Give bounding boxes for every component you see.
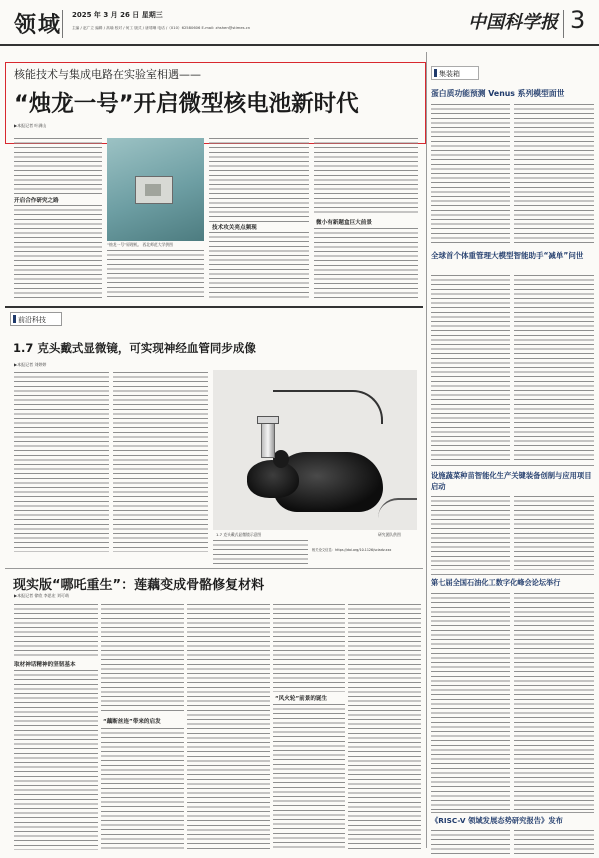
page-number: 3 — [570, 6, 586, 34]
lotus-column-2-text — [101, 728, 184, 850]
frontier-byline: ▶本报记者 刘婷婷 — [14, 362, 47, 367]
right-column-label — [431, 66, 479, 80]
lead-column-1-text — [14, 138, 102, 194]
lotus-column-3-text — [187, 604, 270, 850]
lead-column-4-text — [314, 138, 418, 216]
lead-column-1-text — [14, 205, 102, 298]
frontier-column-2-text — [113, 372, 208, 552]
lead-kicker: 核能技术与集成电路在实验室相遇—— — [14, 68, 201, 81]
section-name: 领域 — [14, 12, 63, 38]
lead-subhead: 开启合作研究之路 — [14, 198, 59, 204]
paper-info: 相关论文信息：https://doi.org/10.1126/sciadv.xxx — [312, 548, 392, 552]
story4-text — [431, 593, 510, 813]
section-label-box — [10, 312, 62, 326]
divider-vertical — [62, 10, 63, 38]
lead-column-3-text — [209, 232, 309, 298]
story-divider — [431, 465, 594, 466]
frontier-column-1-text — [14, 372, 109, 552]
masthead-logo: 中国科学报 — [468, 12, 558, 33]
story-divider — [431, 574, 594, 575]
column-divider — [426, 52, 427, 848]
lead-column-3-text — [209, 138, 309, 222]
divider-vertical — [563, 10, 564, 38]
microscope-mouse-image — [213, 370, 417, 530]
story5-text — [431, 830, 510, 854]
mouse-head — [247, 460, 299, 498]
story2-title: 全球首个体重管理大模型智能助手“减单”问世 — [431, 251, 584, 260]
cable — [273, 390, 383, 424]
lotus-subhead-2: “藕断丝连”带来的启发 — [103, 719, 161, 725]
story4-title: 第七届全国石油化工数字化峰会论坛举行 — [431, 578, 561, 587]
lotus-column-1-text — [14, 604, 98, 658]
lotus-column-1-text — [14, 670, 98, 850]
section-label: 前沿科技 — [18, 316, 46, 324]
frontier-column-3-text — [213, 540, 308, 564]
image-caption-left: 1.7 克头戴式显微镜示意图 — [216, 532, 262, 537]
staff-line: 主编 / 赵广立 编辑 / 高瑜 校对 / 何工 版式 / 唐靖琳 电话 /（010）62580606 E-mail: zhshen@stimes.cn — [72, 26, 251, 30]
lotus-column-2-text — [101, 604, 184, 714]
lead-column-2-text — [107, 250, 204, 298]
story5-text — [514, 830, 594, 854]
section-divider — [5, 306, 423, 308]
lead-subhead-2: 技术攻关亮点频现 — [212, 225, 257, 231]
story3-text — [431, 496, 510, 570]
lotus-column-4-text — [273, 704, 345, 850]
story4-text — [514, 593, 594, 813]
lead-photo — [107, 138, 204, 241]
header-rule — [0, 44, 599, 46]
label-marker — [434, 69, 437, 77]
story2-text — [514, 275, 594, 460]
story1-title: 蛋白质功能预测 Venus 系列模型面世 — [431, 89, 565, 98]
page-header — [0, 0, 599, 46]
lead-title: “烛龙一号”开启微型核电池新时代 — [14, 91, 359, 117]
device-chip — [145, 184, 161, 196]
lead-byline: ▶本报记者 叶满山 — [14, 123, 47, 128]
image-caption-right: 研究团队供图 — [378, 532, 401, 537]
lotus-subhead-3: “风火轮”前景的诞生 — [275, 696, 328, 702]
lead-column-4-text — [314, 228, 418, 298]
section-divider — [5, 568, 423, 569]
frontier-title: 1.7 克头戴式显微镜，可实现神经血管同步成像 — [13, 341, 256, 355]
lead-subhead-3: 微小有新题盒巨大前景 — [316, 220, 372, 226]
microscope-device — [261, 422, 275, 458]
lotus-byline: ▶本报记者 徐欣 李思宏 刘可萌 — [14, 593, 69, 598]
lotus-title: 现实版“哪吒重生”：莲藕变成骨骼修复材料 — [13, 578, 265, 593]
story3-title: 设施蔬菜种苗智能化生产关键装备创制与应用项目启动 — [431, 471, 592, 491]
lead-photo-caption: “烛龙一号”原理机。 西北师范大学供图 — [107, 242, 173, 247]
story2-text — [431, 275, 510, 460]
label-marker — [13, 315, 16, 323]
story1-text — [431, 104, 510, 244]
issue-date: 2025 年 3 月 26 日 星期三 — [72, 11, 163, 19]
story-divider — [431, 812, 594, 813]
lotus-column-4-text — [273, 604, 345, 692]
lotus-column-5-text — [348, 604, 421, 850]
mouse-tail — [378, 498, 417, 518]
story5-title: 《RISC-V 领域发展态势研究报告》发布 — [431, 816, 563, 825]
story3-text — [514, 496, 594, 570]
mouse-ear — [273, 450, 289, 468]
right-column-label-text: 集装箱 — [439, 70, 460, 78]
lotus-subhead-1: 取材神话精神的坚韧基本 — [14, 662, 76, 668]
story1-text — [514, 104, 594, 244]
